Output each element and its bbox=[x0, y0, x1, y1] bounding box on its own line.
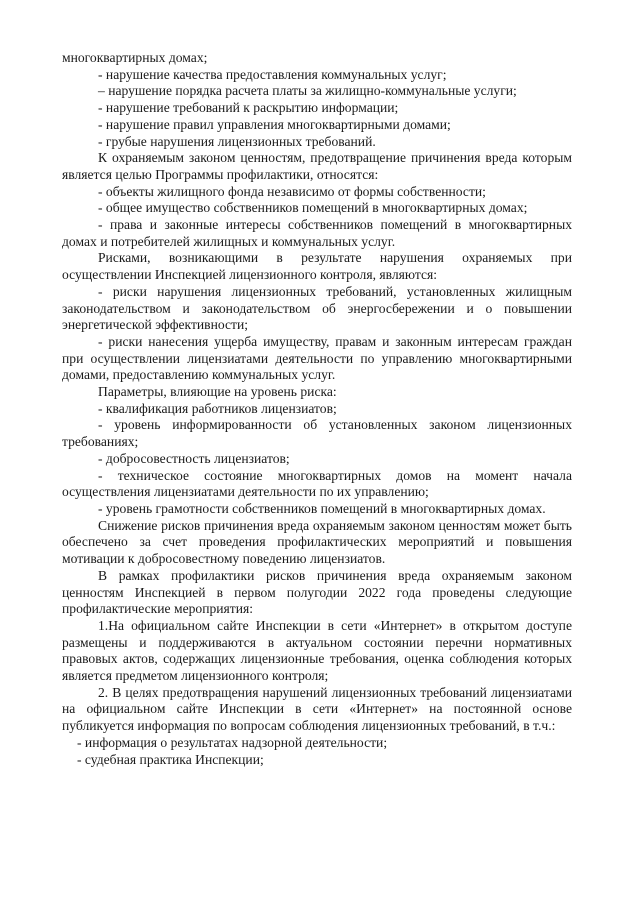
document-page bbox=[62, 50, 572, 768]
paragraph: В рамках профилактики рисков причинения вреда охраняемым законом ценностям Инспекцией в первом полугодии 2022 года проведены следующие профилактические мероприятия: bbox=[62, 567, 572, 617]
list-item: – нарушение порядка расчета платы за жилищно-коммунальные услуги; bbox=[98, 83, 517, 99]
list-item: - общее имущество собственников помещений в многоквартирных домах; bbox=[98, 200, 528, 216]
list-item: - нарушение качества предоставления коммунальных услуг; bbox=[98, 66, 447, 82]
list-item: - объекты жилищного фонда независимо от формы собственности; bbox=[98, 183, 486, 199]
list-item: - квалификация работников лицензиатов; bbox=[98, 400, 337, 416]
list-item: - права и законные интересы собственников помещений в многоквартирных домах и потребителей жилищных и коммунальных услуг. bbox=[62, 217, 572, 249]
list-item: - уровень грамотности собственников помещений в многоквартирных домах. bbox=[98, 500, 546, 516]
list-item: - грубые нарушения лицензионных требований. bbox=[98, 133, 376, 149]
list-item: - уровень информированности об установленных законом лицензионных требованиях; bbox=[62, 417, 572, 450]
list-item: - риски нанесения ущерба имуществу, правам и законным интересам граждан при осуществлении лицензиатами деятельности по управлению многоквартирными домами, предоставлению коммунальных услуг. bbox=[62, 333, 572, 383]
paragraph: Снижение рисков причинения вреда охраняемым законом ценностям может быть обеспечено за счет проведения профилактических мероприятий и повышения мотивации к добросовестному поведению лицензиатов. bbox=[62, 517, 572, 567]
list-item: - информация о результатах надзорной деятельности; bbox=[77, 734, 388, 750]
paragraph: К охраняемым законом ценностям, предотвращение причинения вреда которым является целью Программы профилактики, относятся: bbox=[62, 150, 572, 182]
numbered-paragraph: 1.На официальном сайте Инспекции в сети «Интернет» в открытом доступе размещены и поддерживаются в актуальном состоянии перечни нормативных правовых актов, содержащих лицензионные требования, оценка соблюдения которых является предметом лицензионного контроля; bbox=[62, 617, 572, 684]
list-item: - риски нарушения лицензионных требований, установленных жилищным законодательством и законодательством об энергосбережении и о повышении энергетической эффективности; bbox=[62, 283, 572, 333]
list-item: - нарушение требований к раскрытию информации; bbox=[98, 100, 399, 116]
paragraph-continuation: многоквартирных домах; bbox=[62, 50, 208, 65]
list-item: - судебная практика Инспекции; bbox=[77, 751, 264, 767]
list-item: - добросовестность лицензиатов; bbox=[98, 450, 290, 466]
list-item: - нарушение правил управления многоквартирными домами; bbox=[98, 116, 451, 132]
list-item: - техническое состояние многоквартирных домов на момент начала осуществления лицензиатами деятельности по их управлению; bbox=[62, 467, 572, 500]
paragraph: Рисками, возникающими в результате нарушения охраняемых при осуществлении Инспекцией лицензионного контроля, являются: bbox=[62, 250, 572, 283]
paragraph: Параметры, влияющие на уровень риска: bbox=[98, 384, 337, 400]
numbered-paragraph: 2. В целях предотвращения нарушений лицензионных требований лицензиатами на официальном сайте Инспекции в сети «Интернет» на постоянной основе публикуется информация по вопросам соблюдения лицензионных требований, в т.ч.: bbox=[62, 684, 572, 734]
